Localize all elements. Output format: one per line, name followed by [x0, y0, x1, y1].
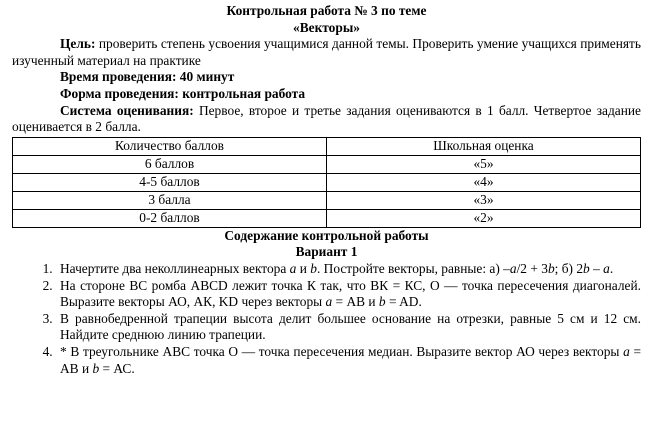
- table-cell: 6 баллов: [13, 155, 327, 173]
- task-text: ; б) 2: [554, 260, 584, 276]
- table-cell: «4»: [327, 173, 641, 191]
- vector-b: b: [92, 360, 100, 376]
- vector-b: b: [310, 260, 317, 276]
- task-text: = AD.: [385, 294, 422, 310]
- variant-title: Вариант 1: [295, 244, 358, 260]
- table-header-row: [13, 137, 641, 155]
- goal-paragraph: [12, 36, 641, 69]
- task-list: [12, 261, 641, 377]
- grading-paragraph: [12, 103, 641, 136]
- grades-table: [12, 137, 641, 228]
- grading-text: Первое, второе и третье задания оцениваются в 1 балл. Четвертое задание оценивается в 2 балла.: [12, 102, 641, 135]
- vector-a: a: [289, 260, 297, 276]
- table-cell: 3 балла: [13, 191, 327, 209]
- goal-text: проверить степень усвоения учащимися данной темы. Проверить умение учащихся применять изученный материал на практике: [12, 36, 641, 68]
- time-line: Время проведения: 40 минут: [60, 69, 235, 85]
- task-text: и: [296, 260, 311, 276]
- goal-label: Цель:: [60, 36, 96, 52]
- task-text: На стороне ВС ромба ABCD лежит точка К так, что ВК = КС, О — точка пересечения диагоналей. Выразите векторы АО, АК, KD через векторы: [60, 277, 641, 310]
- table-row: [13, 209, 641, 227]
- grading-label: Система оценивания:: [60, 102, 194, 118]
- table-row: [13, 191, 641, 209]
- vector-a: a: [623, 343, 630, 359]
- task-text: Начертите два неколлинеарных вектора: [60, 260, 290, 276]
- task-text: В равнобедренной трапеции высота делит большее основание на отрезки, равные 5 см и 12 см. Найдите среднюю линию трапеции.: [60, 310, 641, 343]
- task-text: –: [589, 260, 604, 276]
- vector-a: a: [603, 260, 610, 276]
- table-header-cell: Количество баллов: [13, 137, 327, 155]
- task-text: = АВ и: [60, 343, 641, 376]
- table-cell: «2»: [327, 209, 641, 227]
- task-text: = АС.: [99, 360, 135, 376]
- vector-b: b: [583, 260, 590, 276]
- document-title: Контрольная работа № 3 по теме: [226, 3, 427, 18]
- table-cell: 4-5 баллов: [13, 173, 327, 191]
- list-item: [56, 311, 641, 344]
- vector-a: a: [509, 260, 517, 276]
- task-text: = АВ и: [332, 294, 379, 310]
- task-text: . Постройте векторы, равные: а) –: [316, 260, 510, 276]
- content-title: Содержание контрольной работы: [224, 227, 429, 243]
- document-topic: «Векторы»: [293, 19, 360, 35]
- vector-a: a: [325, 294, 333, 310]
- list-item: [56, 261, 641, 278]
- table-cell: «5»: [327, 155, 641, 173]
- task-text: /2 + 3: [516, 260, 548, 276]
- vector-b: b: [378, 294, 386, 310]
- table-row: [13, 155, 641, 173]
- task-text: .: [609, 260, 614, 276]
- table-cell: «3»: [327, 191, 641, 209]
- vector-b: b: [547, 260, 555, 276]
- task-text: * В треугольнике ABC точка О — точка пересечения медиан. Выразите вектор АО через векторы: [60, 343, 624, 359]
- table-header-cell: Школьная оценка: [327, 137, 641, 155]
- form-line: Форма проведения: контрольная работа: [60, 85, 306, 101]
- list-item: [56, 344, 641, 377]
- list-item: [56, 278, 641, 311]
- table-row: [13, 173, 641, 191]
- table-cell: 0-2 баллов: [13, 209, 327, 227]
